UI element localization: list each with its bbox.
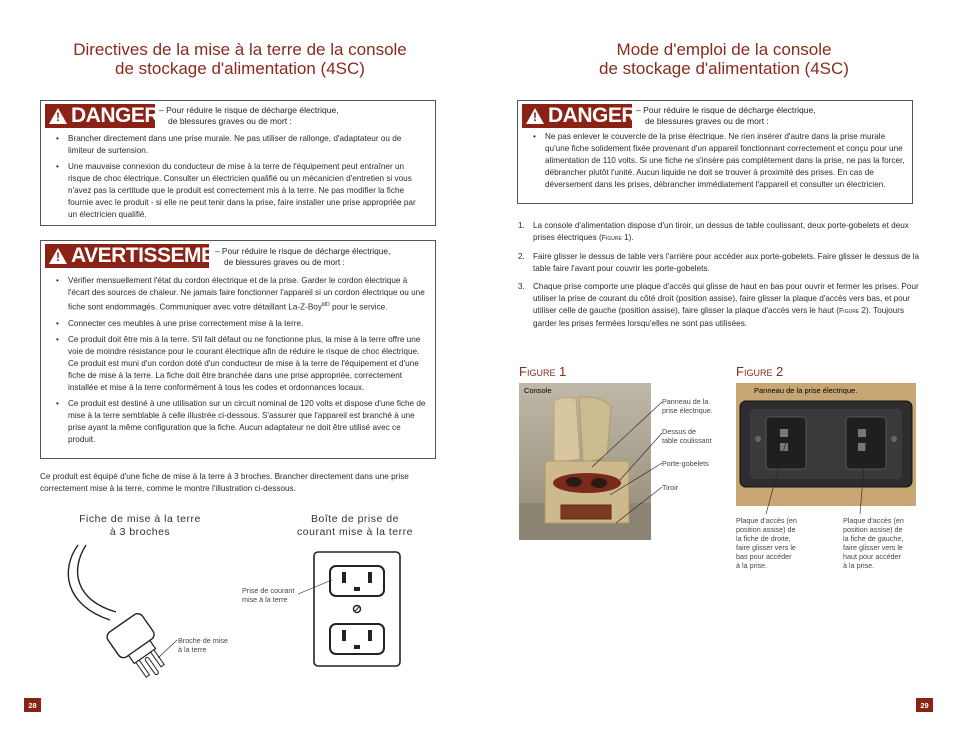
list-item	[55, 275, 427, 314]
prong-label: Broche de mise à la terre	[178, 636, 228, 654]
figure2-label: Figure 2	[736, 364, 784, 379]
console-photo-label: Console	[524, 386, 552, 395]
callout-tiroir: Tiroir	[662, 483, 679, 492]
list-item: • Brancher directement dans une prise murale. Ne pas utiliser de rallonge, d'adaptateur ou de limiteur de surtension.	[55, 133, 427, 157]
step-number: 1.	[518, 221, 525, 230]
left-danger-head1: – Pour réduire le risque de décharge électrique,	[159, 105, 339, 115]
left-plate-caption: Plaque d'accès (en position assise) de la fiche de droite, faire glisser vers le bas pour accéder à la prise.	[736, 516, 797, 570]
right-danger-heading	[636, 105, 906, 127]
step-item	[518, 220, 928, 245]
plug-illustration	[40, 540, 240, 680]
list-item: • Ce produit est destiné à une utilisation sur un circuit nominal de 120 volts et dispose d'une fiche de mise à la terre semblable à celle illustrée ci-dessous. S'assurer que l'appareil est branché à une prise ayant la même configuration que la fiche. Aucun adaptateur ne doit être utilisé avec ce produit.	[55, 398, 427, 446]
left-title-line2: de stockage d'alimentation (4SC)	[115, 59, 365, 78]
right-danger-badge	[522, 104, 637, 128]
outlet-illustration	[312, 550, 402, 670]
fiche-title-line1: Fiche de mise à la terre	[79, 513, 201, 525]
warning-triangle-icon: !	[49, 248, 67, 264]
list-item: • Une mauvaise connexion du conducteur de mise à la terre de l'équipement peut entraîner un risque de choc électrique. Consulter un électricien qualifié ou un mécanicien d'entretien si vous n'avez pas la certitude que le produit est correctement mis à la terre. Ne pas modifier la fiche fournie avec le produit - si elle ne peut tenir dans la prise, faire installer une prise appropriée par un électricien qualifié.	[55, 161, 427, 221]
boite-title	[262, 513, 448, 539]
left-danger-badge	[45, 104, 160, 128]
figure1-leader-lines	[590, 395, 664, 525]
warning-list	[55, 275, 427, 450]
figure-ref: Figure	[839, 308, 860, 315]
right-danger-head2: de blessures graves ou de mort :	[645, 116, 769, 126]
outlet-leader-line	[296, 576, 336, 606]
fiche-title-line2: à 3 broches	[109, 526, 171, 538]
warning-bullet1-text: Vérifier mensuellement l'état du cordon électrique et de la prise. Garder le cordon électrique à l'écart des sources de chaleur. Ne jamais faire fonctionner l'appareil si un cordon électrique ou une fiche sont endommagés. Communiquer avec votre détaillant La-Z-Boy	[68, 276, 425, 312]
callout-panneau: Panneau de la prise électrique.	[662, 397, 713, 415]
right-title-line2: de stockage d'alimentation (4SC)	[599, 59, 849, 78]
step-number: 3.	[518, 282, 525, 291]
left-danger-badge-label: DANGER	[71, 104, 160, 127]
registered-mark: MD	[321, 302, 330, 308]
boite-title-line2: courant mise à la terre	[297, 526, 413, 538]
outlet-label: Prise de courant mise à la terre	[242, 586, 295, 604]
warning-badge-label: AVERTISSEMENT	[71, 244, 242, 267]
list-item: • Ne pas enlever le couvercle de la prise électrique. Ne rien insérer d'autre dans la prise murale qu'une fiche solidement fixée provenant d'un appareil fonctionnant correctement et conçu pour une alimentation de 110 volts. Si une fiche ne s'insère pas complètement dans la prise, ne pas la forcer, débrancher plutôt l'unité. Aucun liquide ne doit se trouver à proximité des prises. En cas de déversement dans les prises, débrancher immédiatement l'appareil et consulter un électricien.	[532, 131, 908, 191]
warning-badge	[45, 244, 242, 268]
left-danger-box	[40, 100, 436, 226]
step-text: Faire glisser le dessus de table vers l'arrière pour accéder aux porte-gobelets. Faire glisser le dessus de la table faire l'avant pour couvrir les porte-gobelets.	[533, 252, 920, 273]
fiche-title	[50, 513, 230, 539]
callout-porte-gobelets: Porte-gobelets	[662, 459, 709, 468]
page-number-right: 29	[916, 698, 933, 712]
outlet-panel-photo-label: Panneau de la prise électrique.	[754, 386, 858, 395]
callout-dessus: Dessus de table coulissant	[662, 427, 712, 445]
step-text-end: 2). Toujours garder les prises fermées lorsqu'elles ne sont pas utilisées.	[533, 306, 905, 328]
warning-box	[40, 240, 436, 459]
left-danger-list	[55, 133, 427, 225]
warning-head2: de blessures graves ou de mort :	[224, 257, 345, 267]
list-item: • Ce produit doit être mis à la terre. S'il fait défaut ou ne fonctionne plus, la mise à la terre offre une voie de moindre résistance pour le courant électrique afin de réduire le risque de choc électrique. Ce produit est muni d'un cordon doté d'un conducteur de mise à la terre de l'équipement et d'une fiche de mise à la terre. La fiche doit être branchée dans une prise appropriée, correctement installée et mise à la terre conformément à tous les codes et ordonnances locaux.	[55, 334, 427, 394]
step-item	[518, 251, 928, 275]
right-danger-badge-label: DANGER	[548, 104, 637, 127]
right-danger-head1: – Pour réduire le risque de décharge électrique,	[636, 105, 816, 115]
step-text: La console d'alimentation dispose d'un tiroir, un dessus de table coulissant, deux porte-gobelets et deux prises électriques (	[533, 221, 909, 242]
right-plate-caption: Plaque d'accès (en position assise) de la fiche de gauche, faire glisser vers le haut pour accéder à la prise.	[843, 516, 904, 570]
step-text: Chaque prise comporte une plaque d'accès qui glisse de haut en bas pour ouvrir et fermer les prises. Pour utiliser la prise de courant du côté droit (position assise), faire glisser la plaque d'accès vers bas, et pour utiliser celle de gauche (position assise), faire glisser la plaque d'accès vers le haut (	[533, 282, 919, 315]
left-danger-head2: de blessures graves ou de mort :	[168, 116, 292, 126]
right-danger-box	[517, 100, 913, 204]
warning-head1: – Pour réduire le risque de décharge électrique,	[215, 246, 391, 256]
warning-triangle-icon: !	[526, 108, 544, 124]
warning-bullet1-end: pour le service.	[329, 302, 388, 312]
steps-list	[518, 220, 928, 336]
left-danger-heading	[159, 105, 429, 127]
right-title-line1: Mode d'emploi de la console	[616, 40, 832, 59]
step-text-end: 1).	[621, 233, 634, 242]
figure1-label: Figure 1	[519, 364, 567, 379]
left-title-line1: Directives de la mise à la terre de la console	[73, 40, 407, 59]
figure-ref: Figure	[601, 235, 622, 242]
step-number: 2.	[518, 252, 525, 261]
left-page-title	[40, 40, 440, 78]
list-item: • Connecter ces meubles à une prise correctement mise à la terre.	[55, 318, 427, 330]
warning-triangle-icon: !	[49, 108, 67, 124]
figure2-leader-lines	[736, 430, 916, 520]
plug-paragraph: Ce produit est équipé d'une fiche de mise à la terre à 3 broches. Brancher directement dans une prise correctement mise à la terre, comme le montre l'illustration ci-dessous.	[40, 472, 409, 493]
warning-heading	[215, 246, 435, 268]
boite-title-line1: Boîte de prise de	[311, 513, 399, 525]
right-danger-list	[532, 131, 908, 195]
right-page-title	[516, 40, 932, 78]
page-number-left: 28	[24, 698, 41, 712]
step-item	[518, 281, 928, 330]
